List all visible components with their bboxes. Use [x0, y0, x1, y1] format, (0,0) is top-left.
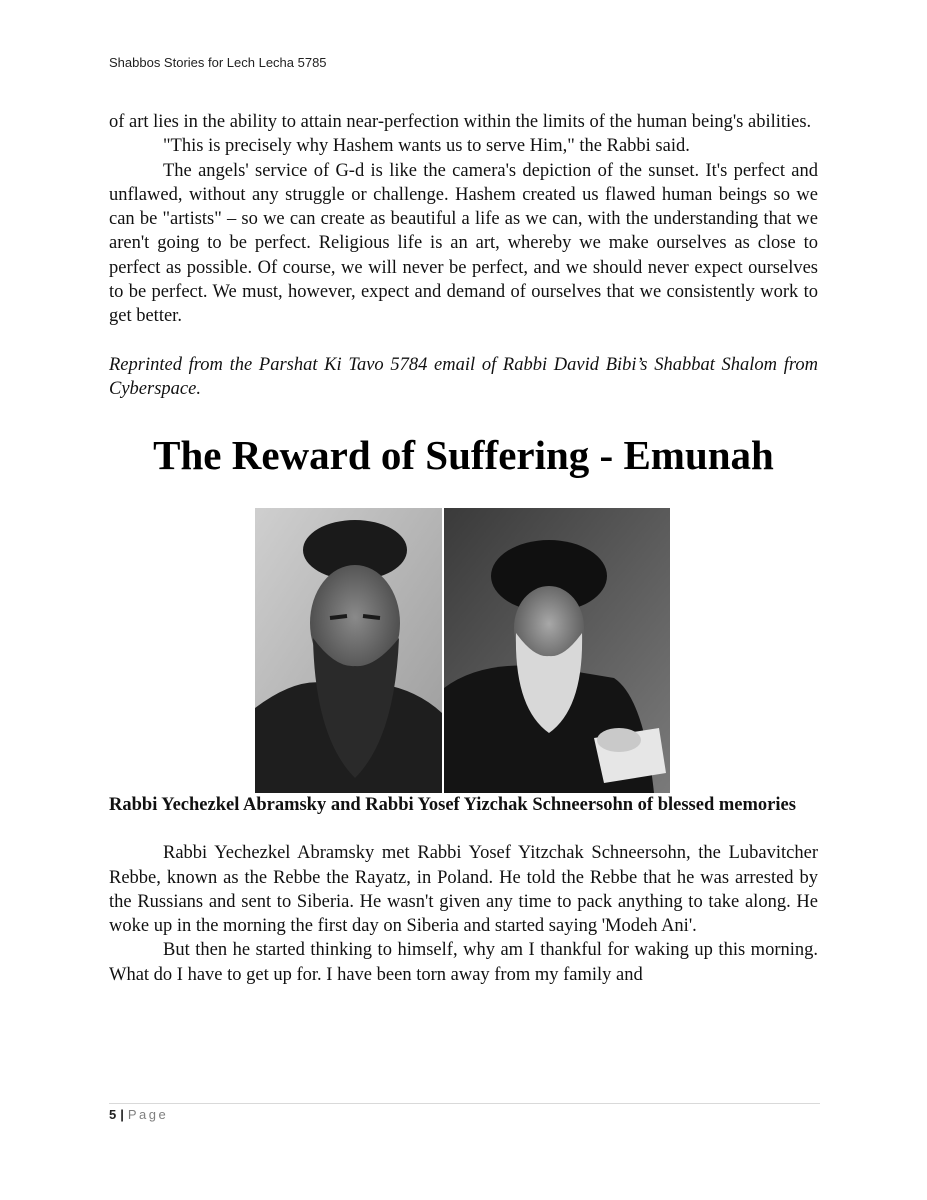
page-body [109, 110, 818, 987]
paragraph-story-1: Rabbi Yechezkel Abramsky met Rabbi Yosef Yitzchak Schneersohn, the Lubavitcher Rebbe, known as the Rebbe the Rayatz, in Poland. He told the Rebbe that he was arrested by the Russians and sent to Siberia. He wasn't given any time to pack anything to take along. He woke up in the morning the first day on Siberia and started saying 'Modeh Ani'. [109, 843, 818, 937]
paragraph-continuation: of art lies in the ability to attain near-perfection within the limits of the human being's abilities. [109, 112, 812, 132]
spacer [109, 329, 818, 353]
photo-caption: Rabbi Yechezkel Abramsky and Rabbi Yosef Yizchak Schneersohn of blessed memories [109, 795, 796, 816]
portrait-rabbi-abramsky [255, 508, 442, 793]
spacer [109, 817, 818, 841]
paragraph-quote: "This is precisely why Hashem wants us to serve Him," the Rabbi said. [163, 136, 690, 157]
page-number: 5 [109, 1107, 117, 1122]
paragraph-story-2: But then he started thinking to himself, why am I thankful for waking up this morning. What do I have to get up for. I have been torn away from my family and [109, 940, 818, 985]
paragraph-angels: The angels' service of G-d is like the camera's depiction of the sunset. It's perfect and unflawed, without any struggle or challenge. Hashem created us flawed human beings so we can be "artists" – so we can create as beautiful a life as we can, with the understanding that we aren't going to be perfect. Religious life is an art, whereby we make ourselves as close to perfect as possible. Of course, we will never be perfect, and we should never expect ourselves to be perfect. We must, however, expect and demand of ourselves that we consistently work to get better. [109, 160, 818, 327]
running-header: Shabbos Stories for Lech Lecha 5785 [109, 55, 327, 70]
footer-separator: | [120, 1107, 124, 1122]
article-title: The Reward of Suffering - Emunah [153, 432, 774, 479]
page-label: Page [127, 1107, 169, 1122]
reprint-note: Reprinted from the Parshat Ki Tavo 5784 email of Rabbi David Bibi’s Shabbat Shalom from Cyberspace. [109, 354, 818, 399]
page-footer [109, 1107, 168, 1122]
portrait-rabbi-schneersohn [444, 508, 670, 793]
footer-divider [109, 1103, 820, 1104]
portrait-photos [255, 508, 670, 793]
